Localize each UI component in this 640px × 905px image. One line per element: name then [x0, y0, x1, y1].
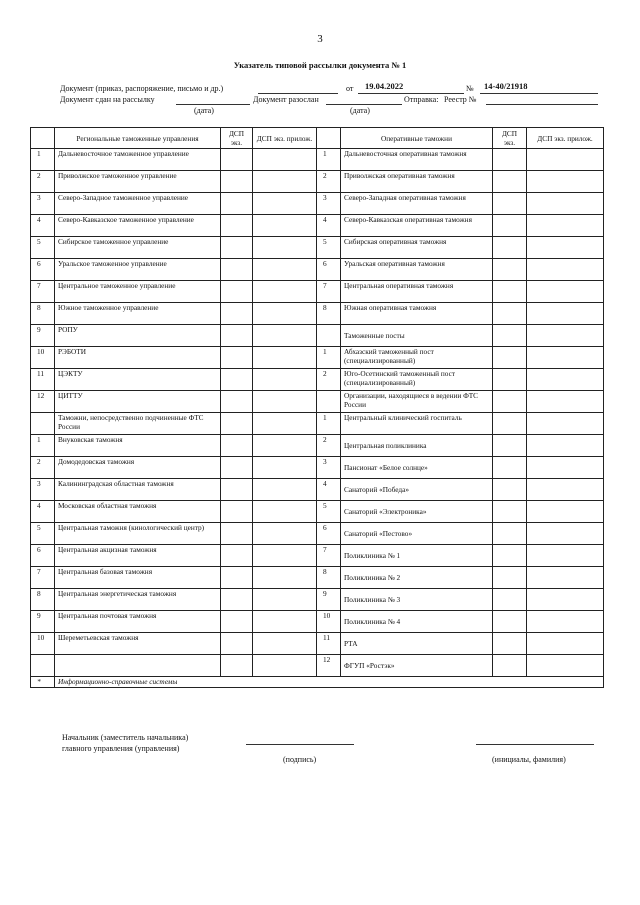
row-dsp-copies-right — [493, 545, 527, 567]
name-caption: (инициалы, фамилия) — [492, 755, 566, 764]
row-dsp-copies-left — [221, 501, 253, 523]
row-operative-name: Санаторий «Электроника» — [341, 501, 493, 523]
row-dsp-copies-right — [493, 479, 527, 501]
row-dsp-attach-left — [253, 523, 317, 545]
row-dsp-copies-right — [493, 567, 527, 589]
row-dsp-copies-right — [493, 303, 527, 325]
doc-type-blank — [258, 84, 338, 94]
table-row — [31, 215, 604, 237]
table-row — [31, 479, 604, 501]
row-num-left: 5 — [31, 237, 55, 259]
row-regional-name: Калининградская областная таможня — [55, 479, 221, 501]
table-row — [31, 501, 604, 523]
row-num-right: 6 — [317, 523, 341, 545]
row-dsp-attach-left — [253, 501, 317, 523]
row-dsp-attach-right — [527, 325, 604, 347]
row-num-left: 1 — [31, 149, 55, 171]
row-num-left — [31, 413, 55, 435]
distributed-label: Документ разослан — [253, 95, 319, 104]
row-operative-name: Северо-Западная оперативная таможня — [341, 193, 493, 215]
row-num-right — [317, 391, 341, 413]
row-operative-name: Центральная поликлиника — [341, 435, 493, 457]
table-row — [31, 457, 604, 479]
row-dsp-copies-left — [221, 589, 253, 611]
row-dsp-attach-right — [527, 501, 604, 523]
row-dsp-attach-left — [253, 347, 317, 369]
legend-mark: * — [31, 677, 55, 688]
table-row — [31, 303, 604, 325]
row-operative-name: Поликлиника № 4 — [341, 611, 493, 633]
row-operative-name: Юго-Осетинский таможенный пост (специализированный) — [341, 369, 493, 391]
row-operative-name: Поликлиника № 1 — [341, 545, 493, 567]
row-num-left: 12 — [31, 391, 55, 413]
row-dsp-attach-right — [527, 655, 604, 677]
table-row — [31, 435, 604, 457]
row-dsp-copies-right — [493, 611, 527, 633]
row-dsp-attach-right — [527, 171, 604, 193]
header-dsp-copies-right: ДСП экз. — [493, 128, 527, 149]
row-dsp-attach-right — [527, 215, 604, 237]
row-operative-name: Приволжская оперативная таможня — [341, 171, 493, 193]
row-num-left: 4 — [31, 215, 55, 237]
row-dsp-copies-right — [493, 655, 527, 677]
row-num-right: 2 — [317, 435, 341, 457]
row-dsp-copies-right — [493, 633, 527, 655]
row-dsp-copies-left — [221, 171, 253, 193]
row-dsp-attach-right — [527, 259, 604, 281]
header-num-right — [317, 128, 341, 149]
row-num-left: 3 — [31, 193, 55, 215]
row-operative-name: Дальневосточная оперативная таможня — [341, 149, 493, 171]
table-row — [31, 611, 604, 633]
sent-date-blank — [176, 95, 250, 105]
document-meta-line-3 — [60, 106, 600, 118]
row-dsp-attach-right — [527, 567, 604, 589]
row-dsp-attach-left — [253, 259, 317, 281]
row-dsp-copies-right — [493, 523, 527, 545]
row-dsp-copies-right — [493, 237, 527, 259]
document-number: 14-40/21918 — [484, 81, 528, 91]
row-dsp-copies-left — [221, 325, 253, 347]
row-num-right: 10 — [317, 611, 341, 633]
row-dsp-copies-left — [221, 237, 253, 259]
row-num-left: 8 — [31, 303, 55, 325]
row-dsp-copies-right — [493, 501, 527, 523]
row-regional-name: Южное таможенное управление — [55, 303, 221, 325]
table-row — [31, 325, 604, 347]
row-dsp-copies-right — [493, 215, 527, 237]
signature-caption: (подпись) — [283, 755, 317, 764]
row-dsp-copies-right — [493, 369, 527, 391]
row-regional-name: Сибирское таможенное управление — [55, 237, 221, 259]
row-dsp-copies-left — [221, 413, 253, 435]
signer-position-line-1: Начальник (заместитель начальника) — [62, 733, 189, 742]
row-dsp-attach-right — [527, 193, 604, 215]
distributed-date-blank — [326, 95, 402, 105]
row-num-left: 9 — [31, 611, 55, 633]
row-dsp-attach-right — [527, 347, 604, 369]
row-dsp-attach-right — [527, 149, 604, 171]
document-date: 19.04.2022 — [365, 81, 404, 91]
row-regional-name: Северо-Кавказское таможенное управление — [55, 215, 221, 237]
row-dsp-copies-right — [493, 259, 527, 281]
row-dsp-attach-right — [527, 237, 604, 259]
row-dsp-attach-right — [527, 413, 604, 435]
row-operative-name: Пансионат «Белое солнце» — [341, 457, 493, 479]
row-dsp-attach-left — [253, 237, 317, 259]
row-dsp-copies-left — [221, 303, 253, 325]
doc-type-label: Документ (приказ, распоряжение, письмо и др.) — [60, 84, 224, 93]
header-dsp-copies-left: ДСП экз. — [221, 128, 253, 149]
dispatch-label: Отправка: — [404, 95, 439, 104]
row-dsp-attach-left — [253, 325, 317, 347]
row-dsp-attach-left — [253, 391, 317, 413]
row-operative-name: РТА — [341, 633, 493, 655]
row-dsp-attach-left — [253, 567, 317, 589]
row-regional-name: Уральское таможенное управление — [55, 259, 221, 281]
table-row — [31, 369, 604, 391]
header-operative: Оперативные таможни — [341, 128, 493, 149]
row-dsp-copies-right — [493, 457, 527, 479]
table-row — [31, 347, 604, 369]
header-dsp-attach-left: ДСП экз. прилож. — [253, 128, 317, 149]
row-dsp-attach-right — [527, 303, 604, 325]
from-label: от — [346, 84, 354, 93]
row-num-right: 5 — [317, 501, 341, 523]
row-dsp-copies-left — [221, 567, 253, 589]
row-dsp-copies-right — [493, 391, 527, 413]
row-regional-name: ЦЭКТУ — [55, 369, 221, 391]
row-dsp-copies-left — [221, 435, 253, 457]
row-num-right: 4 — [317, 479, 341, 501]
row-dsp-copies-right — [493, 347, 527, 369]
table-row — [31, 171, 604, 193]
row-dsp-attach-right — [527, 435, 604, 457]
header-dsp-attach-right: ДСП экз. прилож. — [527, 128, 604, 149]
row-regional-name: Шереметьевская таможня — [55, 633, 221, 655]
row-dsp-copies-right — [493, 435, 527, 457]
row-num-left: 2 — [31, 457, 55, 479]
row-regional-name: Центральная почтовая таможня — [55, 611, 221, 633]
row-regional-name: Приволжское таможенное управление — [55, 171, 221, 193]
row-num-right: 1 — [317, 413, 341, 435]
row-dsp-copies-left — [221, 523, 253, 545]
row-dsp-copies-right — [493, 589, 527, 611]
row-regional-name: Северо-Западное таможенное управление — [55, 193, 221, 215]
row-operative-name: Санаторий «Пестово» — [341, 523, 493, 545]
row-dsp-attach-left — [253, 655, 317, 677]
row-regional-name: Московская областная таможня — [55, 501, 221, 523]
row-operative-name: Центральная оперативная таможня — [341, 281, 493, 303]
table-row — [31, 193, 604, 215]
row-num-right: 7 — [317, 545, 341, 567]
table-row — [31, 523, 604, 545]
row-regional-name: Центральная базовая таможня — [55, 567, 221, 589]
table-row — [31, 391, 604, 413]
row-num-right: 2 — [317, 171, 341, 193]
table-row — [31, 545, 604, 567]
row-num-left: 8 — [31, 589, 55, 611]
signature-line — [246, 744, 354, 745]
legend-text: Информационно-справочные системы — [55, 677, 604, 688]
row-operative-name: Санаторий «Победа» — [341, 479, 493, 501]
row-regional-name: Центральная таможня (кинологический центр) — [55, 523, 221, 545]
row-dsp-attach-left — [253, 149, 317, 171]
row-num-right: 5 — [317, 237, 341, 259]
row-dsp-attach-left — [253, 413, 317, 435]
row-num-left: 4 — [31, 501, 55, 523]
row-num-left: 10 — [31, 347, 55, 369]
row-regional-name: Внуковская таможня — [55, 435, 221, 457]
row-num-right: 6 — [317, 259, 341, 281]
row-num-left: 7 — [31, 281, 55, 303]
row-num-right: 1 — [317, 347, 341, 369]
row-dsp-attach-right — [527, 545, 604, 567]
row-num-left: 7 — [31, 567, 55, 589]
row-dsp-attach-left — [253, 435, 317, 457]
row-dsp-attach-left — [253, 457, 317, 479]
row-num-right: 11 — [317, 633, 341, 655]
table-row — [31, 589, 604, 611]
row-regional-name: Центральная акцизная таможня — [55, 545, 221, 567]
row-num-right — [317, 325, 341, 347]
row-num-left: 10 — [31, 633, 55, 655]
row-num-right: 7 — [317, 281, 341, 303]
row-num-left: 11 — [31, 369, 55, 391]
row-operative-name: Северо-Кавказская оперативная таможня — [341, 215, 493, 237]
row-dsp-attach-right — [527, 281, 604, 303]
row-regional-name: Домодедовская таможня — [55, 457, 221, 479]
row-num-left: 6 — [31, 545, 55, 567]
row-dsp-attach-left — [253, 545, 317, 567]
row-dsp-attach-left — [253, 589, 317, 611]
table-row — [31, 655, 604, 677]
row-dsp-attach-left — [253, 611, 317, 633]
row-dsp-attach-right — [527, 391, 604, 413]
table-row — [31, 633, 604, 655]
row-dsp-copies-left — [221, 281, 253, 303]
row-num-right: 12 — [317, 655, 341, 677]
row-operative-name: Южная оперативная таможня — [341, 303, 493, 325]
header-num-left — [31, 128, 55, 149]
header-regional: Региональные таможенные управления — [55, 128, 221, 149]
row-dsp-attach-right — [527, 369, 604, 391]
row-operative-name: Организации, находящиеся в ведении ФТС России — [341, 391, 493, 413]
row-operative-name: Уральская оперативная таможня — [341, 259, 493, 281]
row-dsp-copies-left — [221, 347, 253, 369]
row-dsp-attach-left — [253, 281, 317, 303]
row-num-right: 3 — [317, 193, 341, 215]
row-num-left: 3 — [31, 479, 55, 501]
table-row — [31, 413, 604, 435]
table-row — [31, 149, 604, 171]
row-dsp-copies-left — [221, 611, 253, 633]
row-dsp-copies-right — [493, 413, 527, 435]
row-num-right: 2 — [317, 369, 341, 391]
row-num-left: 6 — [31, 259, 55, 281]
row-dsp-copies-left — [221, 479, 253, 501]
row-dsp-attach-left — [253, 369, 317, 391]
sent-date-caption: (дата) — [194, 106, 214, 115]
table-row — [31, 237, 604, 259]
row-num-left: 5 — [31, 523, 55, 545]
row-regional-name: РЭБОТИ — [55, 347, 221, 369]
row-dsp-attach-right — [527, 479, 604, 501]
row-operative-name: Таможенные посты — [341, 325, 493, 347]
row-dsp-attach-right — [527, 633, 604, 655]
table-header-row — [31, 128, 604, 149]
row-dsp-attach-right — [527, 589, 604, 611]
row-dsp-attach-left — [253, 171, 317, 193]
row-num-left — [31, 655, 55, 677]
row-regional-name: РОПУ — [55, 325, 221, 347]
row-regional-name: Центральное таможенное управление — [55, 281, 221, 303]
table-row — [31, 259, 604, 281]
row-operative-name: Поликлиника № 3 — [341, 589, 493, 611]
row-num-right: 3 — [317, 457, 341, 479]
row-dsp-copies-left — [221, 369, 253, 391]
row-num-right: 8 — [317, 567, 341, 589]
row-dsp-attach-left — [253, 303, 317, 325]
row-dsp-copies-left — [221, 259, 253, 281]
row-dsp-copies-left — [221, 545, 253, 567]
row-num-right: 4 — [317, 215, 341, 237]
row-operative-name: Центральный клинический госпиталь — [341, 413, 493, 435]
signer-position-line-2: главного управления (управления) — [62, 744, 180, 753]
row-regional-name — [55, 655, 221, 677]
row-num-right: 9 — [317, 589, 341, 611]
row-dsp-copies-left — [221, 457, 253, 479]
number-label: № — [466, 84, 474, 93]
row-operative-name: Абхазский таможенный пост (специализированный) — [341, 347, 493, 369]
registry-blank — [486, 95, 598, 105]
row-dsp-copies-right — [493, 325, 527, 347]
row-dsp-attach-right — [527, 611, 604, 633]
row-num-right: 8 — [317, 303, 341, 325]
row-num-right: 1 — [317, 149, 341, 171]
row-num-left: 2 — [31, 171, 55, 193]
row-dsp-copies-right — [493, 149, 527, 171]
row-dsp-attach-left — [253, 633, 317, 655]
row-dsp-copies-left — [221, 391, 253, 413]
row-dsp-copies-left — [221, 215, 253, 237]
row-dsp-copies-left — [221, 149, 253, 171]
row-operative-name: Поликлиника № 2 — [341, 567, 493, 589]
row-operative-name: ФГУП «Ростэк» — [341, 655, 493, 677]
name-line — [476, 744, 594, 745]
sent-label: Документ сдан на рассылку — [60, 95, 155, 104]
row-regional-name: ЦИТТУ — [55, 391, 221, 413]
document-title: Указатель типовой рассылки документа № 1 — [233, 60, 407, 70]
row-dsp-attach-left — [253, 215, 317, 237]
page-number: 3 — [317, 33, 323, 45]
row-dsp-copies-left — [221, 633, 253, 655]
row-regional-name: Таможни, непосредственно подчиненные ФТС России — [55, 413, 221, 435]
row-dsp-copies-left — [221, 655, 253, 677]
row-num-left: 1 — [31, 435, 55, 457]
row-dsp-attach-right — [527, 457, 604, 479]
row-dsp-attach-left — [253, 479, 317, 501]
table-row — [31, 567, 604, 589]
row-dsp-attach-right — [527, 523, 604, 545]
distribution-table — [30, 127, 604, 688]
legend-row — [31, 677, 604, 688]
table-row — [31, 281, 604, 303]
row-operative-name: Сибирская оперативная таможня — [341, 237, 493, 259]
row-dsp-attach-left — [253, 193, 317, 215]
row-dsp-copies-right — [493, 193, 527, 215]
row-num-left: 9 — [31, 325, 55, 347]
row-regional-name: Дальневосточное таможенное управление — [55, 149, 221, 171]
row-dsp-copies-right — [493, 171, 527, 193]
row-dsp-copies-right — [493, 281, 527, 303]
row-dsp-copies-left — [221, 193, 253, 215]
distributed-date-caption: (дата) — [350, 106, 370, 115]
registry-label: Реестр № — [444, 95, 477, 104]
row-regional-name: Центральная энергетическая таможня — [55, 589, 221, 611]
